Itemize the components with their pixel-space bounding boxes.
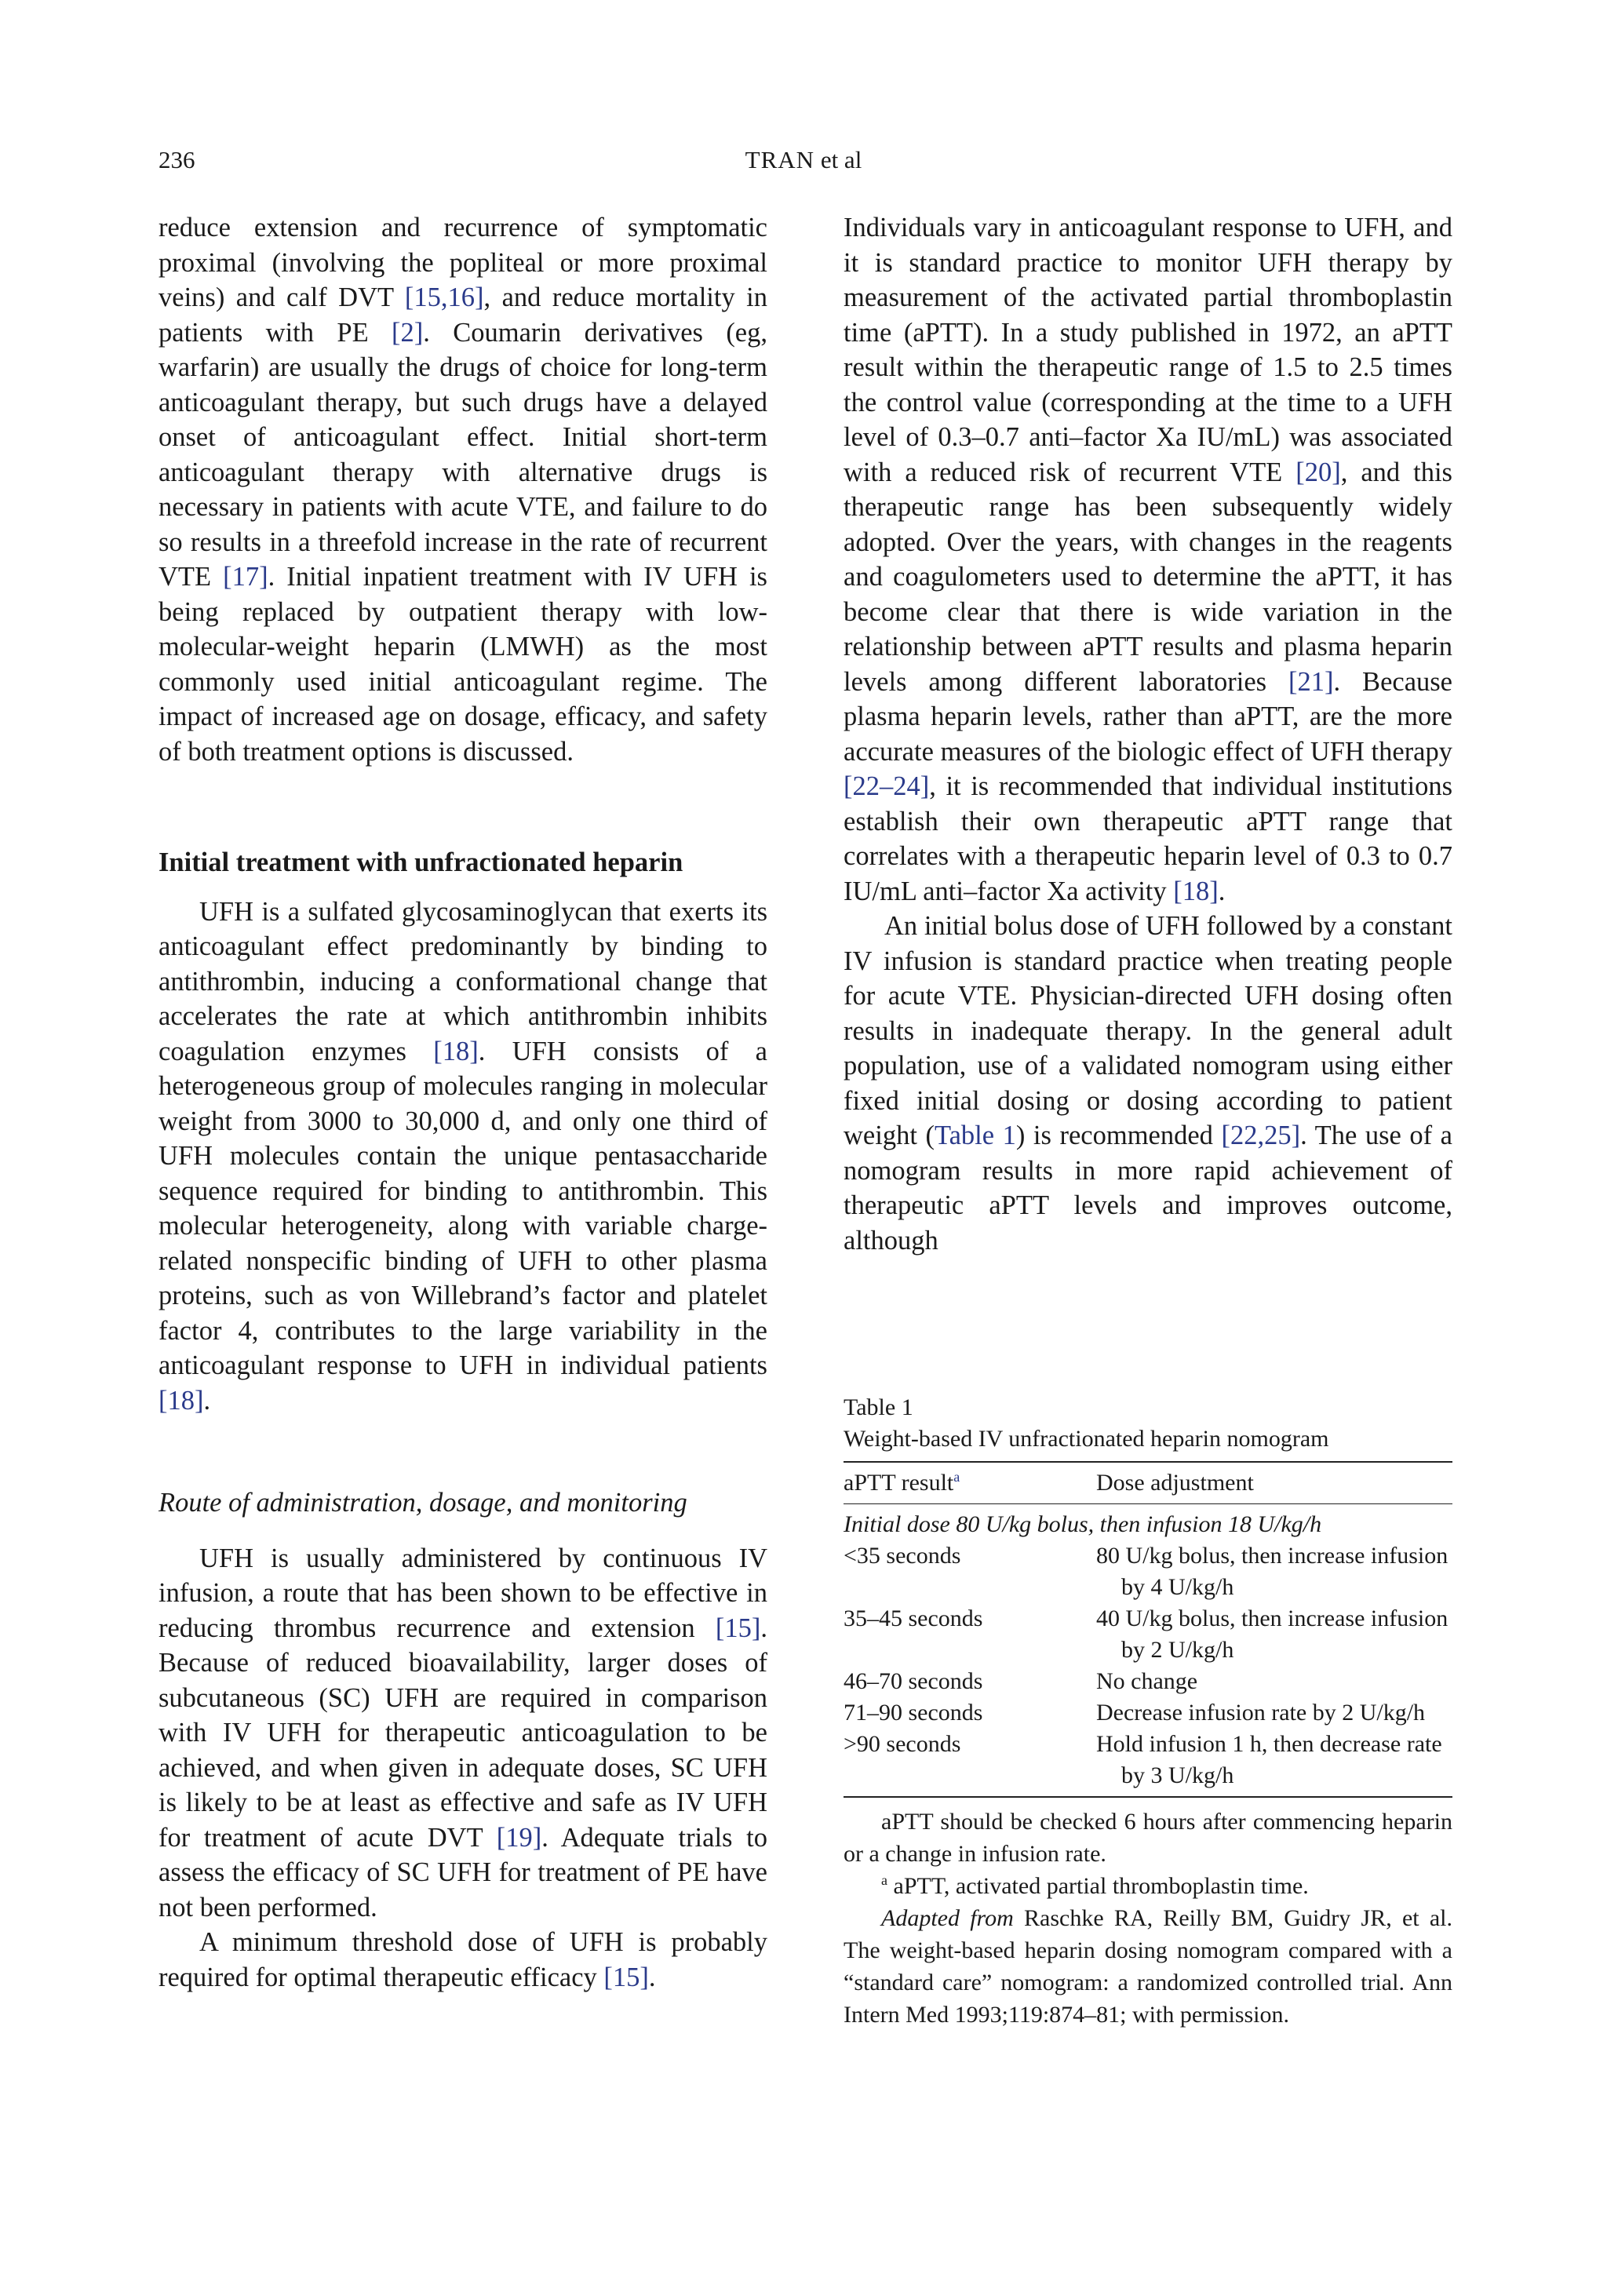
running-title-author: TRAN [745, 146, 815, 173]
text: An initial bolus dose of UFH followed by a constant IV infusion is standard practice when treating people for acute VTE. Physician-directed UFH dosing often results in inadequate therapy. In the general adult population, use of a validated nomogram using either fixed initial dosing or dosing according to patient weight ( [844, 911, 1452, 1150]
table-reference-link[interactable]: Table 1 [934, 1121, 1016, 1150]
text: . [648, 1962, 656, 1992]
paragraph [844, 210, 1452, 909]
text: UFH is usually administered by continuous IV infusion, a route that has been shown to be effective in reducing thrombus recurrence and extension [159, 1543, 767, 1643]
citation-link[interactable]: [17] [223, 562, 268, 592]
table-footnote [844, 1870, 1452, 1902]
paragraph [159, 1925, 767, 1995]
citation-link[interactable]: [18] [1173, 876, 1219, 906]
table-cell-adjustment: Hold infusion 1 h, then decrease rate by 3 U/kg/h [1096, 1731, 1442, 1788]
table-cell-result: 35–45 seconds [844, 1605, 983, 1631]
text: . Adequate trials to assess the efficacy of SC UFH for treatment of PE have not been performed. [159, 1822, 767, 1922]
source-italic: Adapted from [881, 1905, 1014, 1931]
footnote-text: aPTT, activated partial thromboplastin time. [893, 1873, 1309, 1899]
table-initial-dose-row: Initial dose 80 U/kg bolus, then infusion 18 U/kg/h [844, 1511, 1322, 1537]
text: . UFH consists of a heterogeneous group of molecules ranging in molecular weight from 3000 to 30,000 d, and only one third of UFH molecules contain the unique pentasaccharide sequence required for binding to antithrombin. This molecular heterogeneity, along with variable charge-related nonspecific binding of UFH to other plasma proteins, such as von Willebrand’s factor and platelet factor 4, contributes to the large variability in the anticoagulant response to UFH in individual patients [159, 1036, 767, 1380]
table-row [844, 1603, 1452, 1666]
paragraph [159, 895, 767, 1419]
citation-link[interactable]: [15] [715, 1613, 761, 1643]
table-cell-result: 71–90 seconds [844, 1700, 983, 1726]
table-cell-adjustment: 40 U/kg bolus, then increase infusion by 2 U/kg/h [1096, 1605, 1448, 1663]
table-row [844, 1666, 1452, 1697]
table-1 [844, 1392, 1452, 2031]
citation-link[interactable]: [18] [159, 1385, 204, 1416]
table-source [844, 1902, 1452, 2031]
citation-link[interactable]: [18] [433, 1036, 479, 1066]
table-cell-adjustment: No change [1096, 1668, 1198, 1694]
text: reduce extension and recurrence of symptomatic proximal (involving the popliteal or more proximal veins) and calf DVT [159, 213, 767, 312]
paragraph [159, 1541, 767, 1926]
table-row [844, 1729, 1452, 1796]
text: Individuals vary in anticoagulant response to UFH, and it is standard practice to monitor UFH therapy by measurement of the activated partial thromboplastin time (aPTT). In a study published in 1972, an aPTT result within the therapeutic range of 1.5 to 2.5 times the control value (corresponding at the time to a UFH level of 0.3–0.7 anti–factor Xa IU/mL) was associated with a reduced risk of recurrent VTE [844, 213, 1452, 487]
table-header-dose: Dose adjustment [1096, 1470, 1254, 1496]
text: A minimum threshold dose of UFH is probably required for optimal therapeutic efficacy [159, 1927, 767, 1992]
citation-link[interactable]: [21] [1288, 666, 1334, 697]
table-header-row [844, 1463, 1452, 1503]
text: . Initial inpatient treatment with IV UFH is being replaced by outpatient therapy with low-molecular-weight heparin (LMWH) as the most commonly used initial anticoagulant regime. The impact of increased age on dosage, efficacy, and safety of both treatment options is discussed. [159, 562, 767, 767]
citation-link[interactable]: [20] [1295, 457, 1341, 487]
footnote-marker[interactable]: a [953, 1469, 960, 1485]
right-column [844, 210, 1452, 1258]
citation-link[interactable]: [2] [392, 317, 424, 348]
table-body [844, 1540, 1452, 1796]
text: , and reduce mortality in patients with PE [159, 282, 767, 348]
table-row [844, 1697, 1452, 1729]
table-rule-bottom [844, 1796, 1452, 1798]
text: . Because of reduced bioavailability, larger doses of subcutaneous (SC) UFH are required in comparison with IV UFH for therapeutic anticoagulation to be achieved, and when given in adequate doses, SC UFH is likely to be at least as effective and safe as IV UFH for treatment of acute DVT [159, 1613, 767, 1853]
text: . [203, 1385, 211, 1416]
table-cell-result: >90 seconds [844, 1731, 961, 1757]
citation-link[interactable]: [19] [496, 1822, 542, 1853]
citation-link[interactable]: [15,16] [404, 282, 484, 312]
table-note: aPTT should be checked 6 hours after commencing heparin or a change in infusion rate. [844, 1809, 1452, 1867]
table-cell-result: 46–70 seconds [844, 1668, 983, 1694]
text: , it is recommended that individual institutions establish their own therapeutic aPTT range that correlates with a therapeutic heparin level of 0.3 to 0.7 IU/mL anti–factor Xa activity [844, 771, 1452, 906]
text: . The use of a nomogram results in more rapid achievement of therapeutic aPTT levels and improves outcome, although [844, 1121, 1452, 1256]
table-cell-result: <35 seconds [844, 1543, 961, 1569]
subsection-heading-text: Route of administration, dosage, and monitoring [159, 1488, 687, 1518]
paragraph [844, 909, 1452, 1258]
source-text: Raschke RA, Reilly BM, Guidry JR, et al. The weight-based heparin dosing nomogram compared with a “standard care” nomogram: a randomized controlled trial. Ann Intern Med 1993;119:874–81; with permission. [844, 1905, 1452, 2028]
running-title-rest: et al [820, 146, 862, 173]
table-footer [844, 1806, 1452, 2031]
left-column [159, 210, 767, 1995]
text: . [1218, 876, 1226, 906]
table-cell-adjustment: 80 U/kg bolus, then increase infusion by 4 U/kg/h [1096, 1543, 1448, 1600]
citation-link[interactable]: [22–24] [844, 771, 930, 801]
subsection-heading [159, 1485, 767, 1521]
paragraph [159, 210, 767, 769]
section-heading: Initial treatment with unfractionated heparin [159, 847, 683, 877]
text: . Because plasma heparin levels, rather than aPTT, are the more accurate measures of the biologic effect of UFH therapy [844, 666, 1452, 767]
text: UFH is a sulfated glycosaminoglycan that exerts its anticoagulant effect predominantly by binding to antithrombin, inducing a conformational change that accelerates the rate at which antithrombin inhibits coagulation enzymes [159, 896, 767, 1066]
footnote-marker: a [881, 1872, 887, 1888]
citation-link[interactable]: [15] [603, 1962, 649, 1992]
running-title [0, 146, 1607, 174]
table-label: Table 1 [844, 1394, 913, 1420]
table-row [844, 1540, 1452, 1603]
text: ) is recommended [1015, 1121, 1222, 1150]
citation-link[interactable]: [22,25] [1221, 1121, 1301, 1150]
table-title: Weight-based IV unfractionated heparin nomogram [844, 1426, 1329, 1452]
header-text: aPTT result [844, 1470, 954, 1496]
text: . Coumarin derivatives (eg, warfarin) are usually the drugs of choice for long-term anticoagulant therapy, but such drugs have a delayed onset of anticoagulant effect. Initial short-term anticoagulant therapy with alternative drugs is necessary in patients with acute VTE, and failure to do so results in a threefold increase in the rate of recurrent VTE [159, 317, 767, 592]
text: , and this therapeutic range has been subsequently widely adopted. Over the years, with changes in the reagents and coagulometers used to determine the aPTT, it has become clear that there is wide variation in the relationship between aPTT results and plasma heparin levels among different laboratories [844, 457, 1452, 697]
table-header-aptt [844, 1467, 1096, 1499]
page-number: 236 [159, 146, 195, 173]
table-cell-adjustment: Decrease infusion rate by 2 U/kg/h [1096, 1700, 1426, 1726]
